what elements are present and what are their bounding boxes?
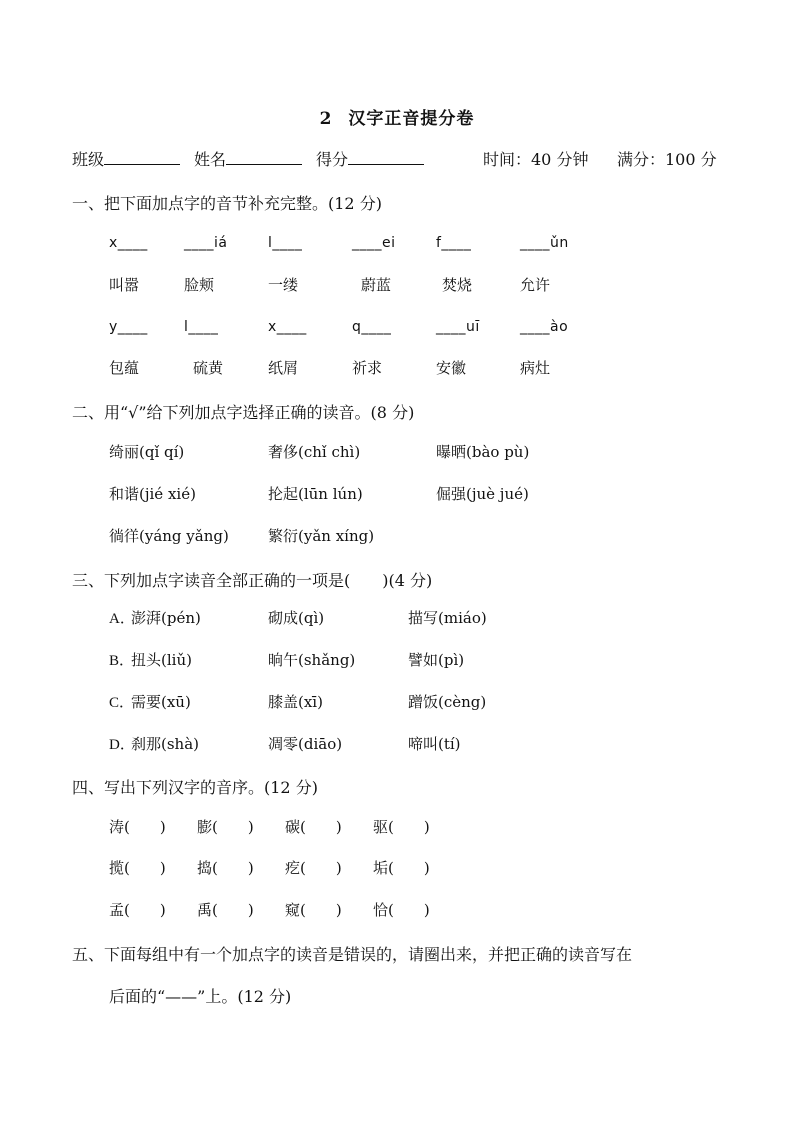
section-5-heading: 五、下面每组中有一个加点字的读音是错误的，请圈出来，并把正确的读音写在 (72, 945, 633, 964)
word: 硫黄 (193, 359, 224, 377)
order-item[interactable]: 窥( ) (285, 901, 342, 919)
score-label: 得分 (316, 150, 349, 169)
pinyin-blank[interactable]: ____ào (520, 319, 569, 335)
word: 允许 (520, 276, 551, 294)
option-word: 刹那(shà) (131, 735, 200, 753)
order-item[interactable]: 驱( ) (373, 818, 430, 836)
section-2-heading: 二、用“√”给下列加点字选择正确的读音。(8 分) (72, 403, 415, 422)
pinyin-blank[interactable]: l____ (268, 235, 303, 251)
word: 蔚蓝 (361, 276, 392, 294)
pinyin-blank[interactable]: q____ (352, 319, 392, 335)
word: 脸颊 (184, 276, 215, 294)
order-item[interactable]: 垢( ) (373, 859, 430, 877)
option-letter: C． (109, 695, 135, 711)
student-info-line (72, 147, 722, 171)
option-c[interactable] (109, 691, 191, 712)
section-4-heading: 四、写出下列汉字的音序。(12 分) (72, 778, 318, 797)
order-item[interactable]: 恰( ) (373, 901, 430, 919)
page-title (0, 104, 794, 129)
name-blank[interactable] (226, 149, 302, 165)
order-item[interactable]: 孟( ) (109, 901, 166, 919)
pinyin-blank[interactable]: ____ei (352, 235, 396, 251)
option-b[interactable] (109, 649, 192, 670)
pinyin-blank[interactable]: l____ (184, 319, 219, 335)
order-item[interactable]: 碳( ) (285, 818, 342, 836)
choice-item[interactable]: 繁衍(yǎn xíng) (268, 527, 375, 545)
score-blank[interactable] (348, 149, 424, 165)
order-item[interactable]: 揽( ) (109, 859, 166, 877)
option-word: 砌成(qì) (268, 609, 325, 627)
option-word: 扭头(liǔ) (131, 651, 192, 669)
section-1-heading: 一、把下面加点字的音节补充完整。(12 分) (72, 194, 382, 213)
order-item[interactable]: 禹( ) (197, 901, 254, 919)
name-label: 姓名 (194, 150, 227, 169)
pinyin-blank[interactable]: f____ (436, 235, 472, 251)
option-word: 膝盖(xī) (268, 693, 323, 711)
choice-item[interactable]: 徜徉(yáng yǎng) (109, 527, 229, 545)
option-d[interactable] (109, 733, 199, 754)
choice-item[interactable]: 奢侈(chǐ chì) (268, 443, 361, 461)
time-text: 时间：40 分钟 (483, 150, 589, 169)
pinyin-blank[interactable]: x____ (268, 319, 307, 335)
class-label: 班级 (72, 150, 105, 169)
option-word: 啼叫(tí) (408, 735, 461, 753)
option-word: 晌午(shǎng) (268, 651, 356, 669)
paper-title: 汉字正音提分卷 (348, 109, 475, 129)
pinyin-blank[interactable]: x____ (109, 235, 148, 251)
order-item[interactable]: 捣( ) (197, 859, 254, 877)
choice-item[interactable]: 绮丽(qǐ qí) (109, 443, 185, 461)
word: 叫嚣 (109, 276, 140, 294)
word: 一缕 (268, 276, 299, 294)
option-word: 凋零(diāo) (268, 735, 343, 753)
word: 病灶 (520, 359, 551, 377)
pinyin-blank[interactable]: ____iá (184, 235, 228, 251)
word: 包蕴 (109, 359, 140, 377)
pinyin-blank[interactable]: ____uī (436, 319, 480, 335)
word: 纸屑 (268, 359, 299, 377)
option-letter: A． (109, 611, 135, 627)
word: 焚烧 (442, 276, 473, 294)
choice-item[interactable]: 抡起(lūn lún) (268, 485, 363, 503)
option-word: 澎湃(pén) (131, 609, 201, 627)
choice-item[interactable]: 倔强(juè jué) (436, 485, 529, 503)
pinyin-blank[interactable]: ____ǔn (520, 235, 569, 251)
section-3-heading: 三、下列加点字读音全部正确的一项是( )(4 分) (72, 571, 433, 590)
option-word: 描写(miáo) (408, 609, 487, 627)
option-word: 蹭饭(cèng) (408, 693, 487, 711)
paper-number: 2 (319, 109, 333, 129)
name-field[interactable] (194, 147, 302, 170)
option-word: 需要(xū) (131, 693, 191, 711)
word: 安徽 (436, 359, 467, 377)
option-word: 譬如(pì) (408, 651, 465, 669)
score-field[interactable] (316, 147, 424, 170)
section-5-heading-cont: 后面的“——”上。(12 分) (109, 987, 292, 1006)
choice-item[interactable]: 曝晒(bào pù) (436, 443, 530, 461)
order-item[interactable]: 疙( ) (285, 859, 342, 877)
option-letter: B． (109, 653, 135, 669)
word: 祈求 (352, 359, 383, 377)
full-marks-text: 满分：100 分 (617, 150, 717, 169)
class-blank[interactable] (104, 149, 180, 165)
option-letter: D． (109, 737, 135, 753)
class-field[interactable] (72, 147, 180, 170)
option-a[interactable] (109, 607, 201, 628)
order-item[interactable]: 膨( ) (197, 818, 254, 836)
choice-item[interactable]: 和谐(jié xié) (109, 485, 196, 503)
order-item[interactable]: 涛( ) (109, 818, 166, 836)
pinyin-blank[interactable]: y____ (109, 319, 148, 335)
